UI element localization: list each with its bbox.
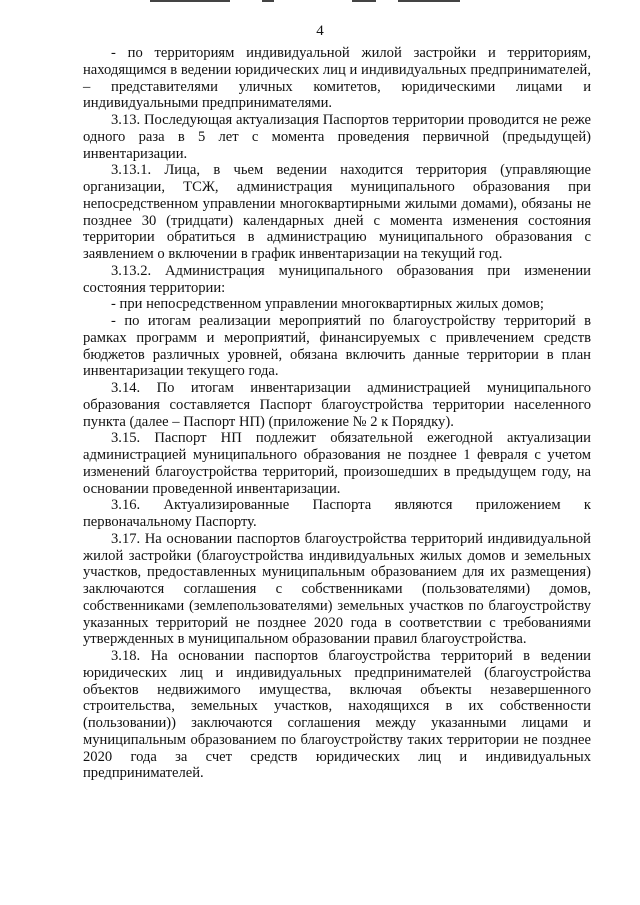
paragraph: 3.18. На основании паспортов благоустройства территорий в ведении юридических лиц и индивидуальных предпринимателей (благоустройства объектов недвижимого имущества, включая объекты незавершенного строительства, земельных участков, находящихся в их собственности (пользовании)) заключаются соглашения между указанными лицами и муниципальным образованием по благоустройству таких территории не позднее 2020 года за счет средств юридических лиц и индивидуальных предпринимателей. xyxy=(83,648,591,782)
paragraph: 3.14. По итогам инвентаризации администрацией муниципального образования составляется Паспорт благоустройства территории населенного пункта (далее – Паспорт НП) (приложение № 2 к Порядку). xyxy=(83,380,591,430)
paragraph: 3.13.1. Лица, в чьем ведении находится территория (управляющие организации, ТСЖ, администрация муниципального образования при непосредственном управлении многоквартирными жилыми домами), обязаны не позднее 30 (тридцати) календарных дней с момента изменения состояния территории обратиться в администрацию муниципального образования с заявлением о включении в график инвентаризации на текущий год. xyxy=(83,162,591,262)
scan-edge-mark xyxy=(150,0,230,2)
paragraph: 3.17. На основании паспортов благоустройства территорий индивидуальной жилой застройки (благоустройства индивидуальных жилых домов и земельных участков, предоставленных муниципальным образованием для их размещения) заключаются соглашения с собственниками (пользователями) домов, собственниками (землепользователями) земельных участков по благоустройству указанных территорий не позднее 2020 года в соответствии с требованиями утвержденных в муниципальном образовании правил благоустройства. xyxy=(83,530,591,648)
scan-edge-mark xyxy=(398,0,460,2)
scan-edge-mark xyxy=(262,0,274,2)
paragraph: 3.16. Актуализированные Паспорта являются приложением к первоначальному Паспорту. xyxy=(83,497,591,530)
paragraph: - при непосредственном управлении многоквартирных жилых домов; xyxy=(111,296,544,313)
paragraph: 3.15. Паспорт НП подлежит обязательной ежегодной актуализации администрацией муниципального образования не позднее 1 февраля с учетом изменений благоустройства территорий, произошедших в предыдущем году, на основании проведенной инвентаризации. xyxy=(83,430,591,497)
scan-edge-mark xyxy=(352,0,376,2)
paragraph: - по территориям индивидуальной жилой застройки и территориям, находящимся в ведении юридических лиц и индивидуальных предпринимателей, – представителями уличных комитетов, юридическими лицами и индивидуальными предпринимателями. xyxy=(83,45,591,112)
paragraph: 3.13.2. Администрация муниципального образования при изменении состояния территории: xyxy=(83,262,591,296)
document-body xyxy=(83,45,591,782)
paragraph: 3.13. Последующая актуализация Паспортов территории проводится не реже одного раза в 5 лет с момента проведения первичной (предыдущей) инвентаризации. xyxy=(83,112,591,162)
page-number: 4 xyxy=(316,23,324,39)
paragraph: - по итогам реализации мероприятий по благоустройству территорий в рамках программ и мероприятий, финансируемых с привлечением средств бюджетов различных уровней, обязана включить данные территории в план инвентаризации текущего года. xyxy=(83,313,591,380)
